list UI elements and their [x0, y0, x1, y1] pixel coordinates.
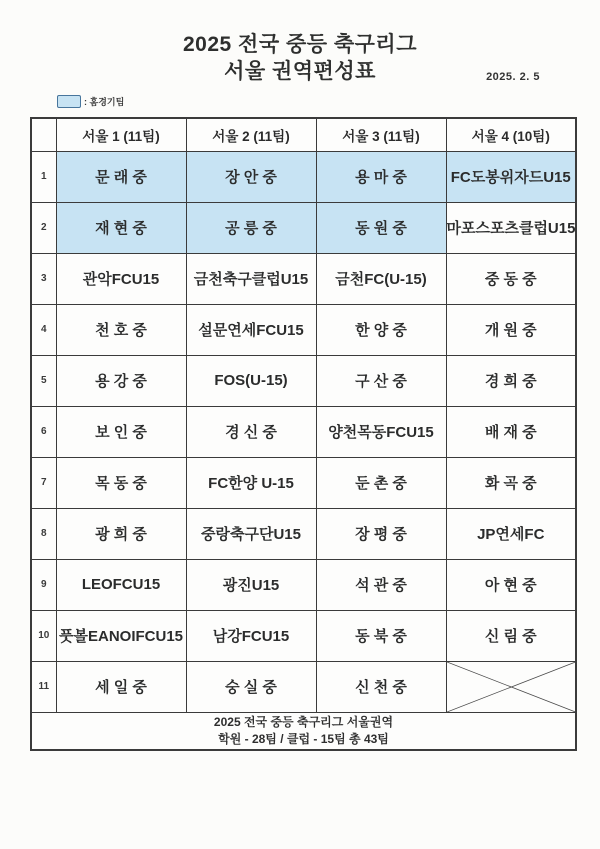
team-cell: 재 현 중 — [56, 202, 186, 253]
team-cell: 화 곡 중 — [446, 457, 576, 508]
team-cell: 석 관 중 — [316, 559, 446, 610]
team-cell: 용 강 중 — [56, 355, 186, 406]
table-row — [31, 508, 576, 559]
team-cell: 공 릉 중 — [186, 202, 316, 253]
team-cell: 둔 촌 중 — [316, 457, 446, 508]
league-assignment-table — [30, 117, 577, 751]
table-row — [31, 151, 576, 202]
team-cell: 세 일 중 — [56, 661, 186, 712]
team-cell: JP연세FC — [446, 508, 576, 559]
team-cell: 풋볼EANOIFCU15 — [56, 610, 186, 661]
row-number: 10 — [31, 610, 56, 661]
row-number: 2 — [31, 202, 56, 253]
team-cell: 배 재 중 — [446, 406, 576, 457]
document-date: 2025. 2. 5 — [486, 71, 540, 83]
table-row — [31, 610, 576, 661]
team-cell: 금천FC(U-15) — [316, 253, 446, 304]
team-cell: 마포스포츠클럽U15 — [446, 202, 576, 253]
team-cell: 중 동 중 — [446, 253, 576, 304]
team-cell: 경 희 중 — [446, 355, 576, 406]
footer-line-2: 학원 - 28팀 / 클럽 - 15팀 총 43팀 — [218, 731, 389, 746]
team-cell: FC도봉위자드U15 — [446, 151, 576, 202]
team-cell: LEOFCU15 — [56, 559, 186, 610]
team-cell: 경 신 중 — [186, 406, 316, 457]
team-cell: 천 호 중 — [56, 304, 186, 355]
x-mark-icon — [447, 662, 576, 712]
table-row — [31, 304, 576, 355]
team-cell: 중랑축구단U15 — [186, 508, 316, 559]
footer-line-1: 2025 전국 중등 축구리그 서울권역 — [213, 714, 394, 729]
column-header-seoul2: 서울 2 (11팀) — [186, 118, 316, 151]
team-cell: 한 양 중 — [316, 304, 446, 355]
team-cell: 남강FCU15 — [186, 610, 316, 661]
legend-color-swatch — [57, 95, 81, 108]
team-cell: 광진U15 — [186, 559, 316, 610]
team-cell: FOS(U-15) — [186, 355, 316, 406]
team-cell: 숭 실 중 — [186, 661, 316, 712]
title-line-1: 2025 전국 중등 축구리그 — [182, 33, 417, 56]
team-cell: 장 평 중 — [316, 508, 446, 559]
team-cell: 목 동 중 — [56, 457, 186, 508]
row-number: 9 — [31, 559, 56, 610]
row-number: 1 — [31, 151, 56, 202]
footer-row — [31, 712, 576, 750]
team-cell: 신 천 중 — [316, 661, 446, 712]
table-row — [31, 406, 576, 457]
corner-cell — [31, 118, 56, 151]
team-cell: 동 북 중 — [316, 610, 446, 661]
column-header-seoul3: 서울 3 (11팀) — [316, 118, 446, 151]
team-cell: 광 희 중 — [56, 508, 186, 559]
row-number: 11 — [31, 661, 56, 712]
team-cell: 개 원 중 — [446, 304, 576, 355]
team-cell: 용 마 중 — [316, 151, 446, 202]
team-cell: 설문연세FCU15 — [186, 304, 316, 355]
table-row — [31, 355, 576, 406]
row-number: 8 — [31, 508, 56, 559]
row-number: 4 — [31, 304, 56, 355]
table-row — [31, 457, 576, 508]
team-cell: 구 산 중 — [316, 355, 446, 406]
row-number: 3 — [31, 253, 56, 304]
header-row — [31, 118, 576, 151]
column-header-seoul1: 서울 1 (11팀) — [56, 118, 186, 151]
row-number: 5 — [31, 355, 56, 406]
team-cell: 아 현 중 — [446, 559, 576, 610]
table-footer — [31, 712, 576, 750]
team-cell: 동 원 중 — [316, 202, 446, 253]
crossed-out-cell — [446, 661, 576, 712]
column-header-seoul4: 서울 4 (10팀) — [446, 118, 576, 151]
team-cell: 장 안 중 — [186, 151, 316, 202]
team-cell: FC한양 U-15 — [186, 457, 316, 508]
table-row — [31, 202, 576, 253]
row-number: 7 — [31, 457, 56, 508]
table-row — [31, 559, 576, 610]
team-cell: 문 래 중 — [56, 151, 186, 202]
home-team-legend — [57, 95, 124, 108]
title-line-2: 서울 권역편성표 — [224, 59, 376, 83]
row-number: 6 — [31, 406, 56, 457]
team-cell: 보 인 중 — [56, 406, 186, 457]
legend-label: : 홈경기팀 — [84, 97, 125, 107]
team-cell: 금천축구클럽U15 — [186, 253, 316, 304]
team-cell: 신 림 중 — [446, 610, 576, 661]
table-row — [31, 253, 576, 304]
table-row — [31, 661, 576, 712]
team-cell: 양천목동FCU15 — [316, 406, 446, 457]
team-cell: 관악FCU15 — [56, 253, 186, 304]
